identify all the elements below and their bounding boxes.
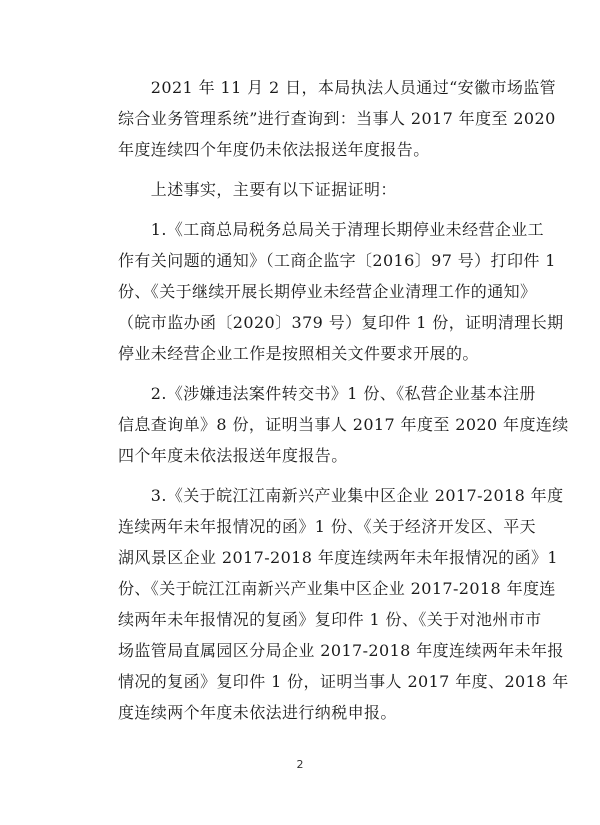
text-line: 度连续两个年度未依法进行纳税申报。 bbox=[118, 703, 397, 722]
text-line: 1.《工商总局税务总局关于清理长期停业未经营企业工 bbox=[118, 220, 545, 239]
text-line: 场监管局直属园区分局企业 2017-2018 年度连续两年未年报 bbox=[118, 641, 564, 660]
text-line: 2021 年 11 月 2 日，本局执法人员通过“安徽市场监管 bbox=[118, 78, 557, 97]
paragraph-evidence-intro bbox=[118, 174, 530, 205]
text-line: 情况的复函》复印件 1 份，证明当事人 2017 年度、2018 年 bbox=[118, 672, 569, 691]
paragraph-inquiry-finding bbox=[118, 72, 557, 165]
text-line: 份、《关于皖江江南新兴产业集中区企业 2017-2018 年度连 bbox=[118, 579, 556, 598]
paragraph-evidence-2 bbox=[118, 378, 569, 471]
page-number: 2 bbox=[296, 758, 304, 771]
text-line: 份、《关于继续开展长期停业未经营企业清理工作的通知》 bbox=[118, 282, 537, 301]
paragraph-evidence-3 bbox=[118, 480, 569, 728]
text-line: 湖风景区企业 2017-2018 年度连续两年未年报情况的函》1 bbox=[118, 548, 558, 567]
text-line: 停业未经营企业工作是按照相关文件要求开展的。 bbox=[118, 344, 479, 363]
text-line: （皖市监办函〔2020〕379 号）复印件 1 份，证明清理长期 bbox=[118, 313, 564, 332]
text-line: 信息查询单》8 份，证明当事人 2017 年度至 2020 年度连续 bbox=[118, 415, 569, 434]
text-line: 上述事实，主要有以下证据证明： bbox=[118, 180, 397, 199]
text-line: 综合业务管理系统”进行查询到：当事人 2017 年度至 2020 bbox=[118, 109, 556, 128]
text-line: 年度连续四个年度仍未依法报送年度报告。 bbox=[118, 140, 430, 159]
text-line: 2.《涉嫌违法案件转交书》1 份、《私营企业基本注册 bbox=[118, 384, 536, 403]
paragraph-evidence-1 bbox=[118, 214, 564, 369]
document-body bbox=[118, 72, 569, 737]
text-line: 作有关问题的通知》（工商企监字〔2016〕97 号）打印件 1 bbox=[118, 251, 556, 270]
text-line: 连续两年未年报情况的函》1 份、《关于经济开发区、平天 bbox=[118, 517, 537, 536]
text-line: 四个年度未依法报送年度报告。 bbox=[118, 446, 348, 465]
text-line: 3.《关于皖江江南新兴产业集中区企业 2017-2018 年度 bbox=[118, 486, 564, 505]
text-line: 续两年未年报情况的复函》复印件 1 份、《关于对池州市市 bbox=[118, 610, 542, 629]
